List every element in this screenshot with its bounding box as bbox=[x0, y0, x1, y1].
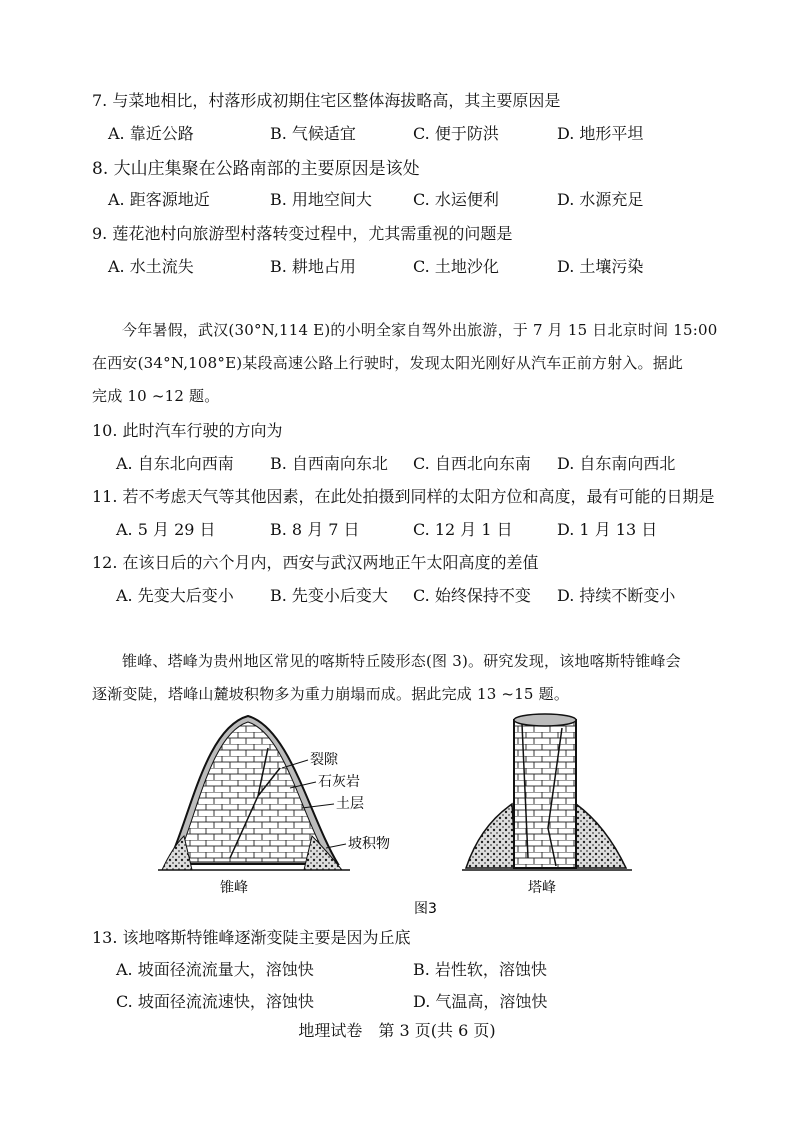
question-10-option-d: D. 自东南向西北 bbox=[557, 454, 676, 473]
figure-3-karst-diagram bbox=[150, 708, 650, 918]
question-10-option-b: B. 自西南向东北 bbox=[270, 454, 388, 473]
question-8-option-a: A. 距客源地近 bbox=[108, 190, 210, 209]
tower-debris-left bbox=[466, 804, 516, 868]
question-8-option-b: B. 用地空间大 bbox=[270, 190, 372, 209]
question-12-option-d: D. 持续不断变小 bbox=[557, 586, 676, 605]
question-13-option-a: A. 坡面径流流量大，溶蚀快 bbox=[116, 960, 314, 979]
question-7-option-c: C. 便于防洪 bbox=[413, 124, 499, 143]
question-9-option-c: C. 土地沙化 bbox=[413, 257, 499, 276]
page-footer: 地理试卷 第 3 页(共 6 页) bbox=[298, 1021, 496, 1040]
question-13-option-c: C. 坡面径流流速快，溶蚀快 bbox=[116, 992, 314, 1011]
question-9-option-b: B. 耕地占用 bbox=[270, 257, 356, 276]
question-13-stem: 13. 该地喀斯特锥峰逐渐变陡主要是因为丘底 bbox=[92, 928, 411, 947]
question-12-option-a: A. 先变大后变小 bbox=[116, 586, 234, 605]
question-13-option-d: D. 气温高，溶蚀快 bbox=[413, 992, 548, 1011]
question-9-option-a: A. 水土流失 bbox=[108, 257, 194, 276]
question-10-option-c: C. 自西北向东南 bbox=[413, 454, 531, 473]
label-soil-layer: 土层 bbox=[336, 796, 364, 812]
label-slope-deposit: 坡积物 bbox=[348, 836, 390, 852]
question-12-option-c: C. 始终保持不变 bbox=[413, 586, 531, 605]
question-11-option-d: D. 1 月 13 日 bbox=[557, 520, 658, 539]
question-9-stem: 9. 莲花池村向旅游型村落转变过程中，尤其需重视的问题是 bbox=[92, 224, 513, 243]
question-8-option-d: D. 水源充足 bbox=[557, 190, 644, 209]
question-7-option-b: B. 气候适宜 bbox=[270, 124, 356, 143]
question-11-option-b: B. 8 月 7 日 bbox=[270, 520, 360, 539]
caption-tower-peak: 塔峰 bbox=[528, 880, 556, 896]
question-7-option-d: D. 地形平坦 bbox=[557, 124, 644, 143]
label-fissure: 裂隙 bbox=[310, 752, 338, 768]
question-12-stem: 12. 在该日后的六个月内，西安与武汉两地正午太阳高度的差值 bbox=[92, 553, 539, 572]
passage-1-line-2: 在西安(34°N,108°E)某段高速公路上行驶时，发现太阳光刚好从汽车正前方射入。据此 bbox=[92, 354, 684, 372]
question-9-option-d: D. 土壤污染 bbox=[557, 257, 644, 276]
question-13-option-b: B. 岩性软，溶蚀快 bbox=[413, 960, 547, 979]
question-8-stem: 8. 大山庄集聚在公路南部的主要原因是该处 bbox=[92, 159, 420, 179]
question-11-option-a: A. 5 月 29 日 bbox=[116, 520, 216, 539]
question-12-option-b: B. 先变小后变大 bbox=[270, 586, 388, 605]
question-7-option-a: A. 靠近公路 bbox=[108, 124, 194, 143]
question-10-option-a: A. 自东北向西南 bbox=[116, 454, 234, 473]
tower-debris-right bbox=[574, 804, 626, 868]
question-8-option-c: C. 水运便利 bbox=[413, 190, 499, 209]
question-7-stem: 7. 与菜地相比，村落形成初期住宅区整体海拔略高，其主要原因是 bbox=[92, 91, 561, 110]
caption-cone-peak: 锥峰 bbox=[220, 880, 248, 896]
cone-peak-drawing bbox=[158, 716, 350, 870]
passage-1-line-1: 今年暑假，武汉(30°N,114 E)的小明全家自驾外出旅游，于 7 月 15 日北京时间 15:00 bbox=[122, 321, 718, 339]
question-10-stem: 10. 此时汽车行驶的方向为 bbox=[92, 421, 283, 440]
passage-2-line-1: 锥峰、塔峰为贵州地区常见的喀斯特丘陵形态(图 3)。研究发现，该地喀斯特锥峰会 bbox=[122, 652, 681, 670]
question-11-option-c: C. 12 月 1 日 bbox=[413, 520, 513, 539]
passage-1-line-3: 完成 10 ~12 题。 bbox=[92, 387, 220, 405]
question-11-stem: 11. 若不考虑天气等其他因素，在此处拍摄到同样的太阳方位和高度，最有可能的日期是 bbox=[92, 487, 715, 506]
tower-top bbox=[514, 714, 576, 726]
passage-2-line-2: 逐渐变陡，塔峰山麓坡积物多为重力崩塌而成。据此完成 13 ~15 题。 bbox=[92, 685, 570, 703]
figure-3-title: 图3 bbox=[414, 901, 437, 917]
tower-peak-drawing bbox=[462, 714, 632, 870]
label-limestone: 石灰岩 bbox=[318, 774, 360, 790]
